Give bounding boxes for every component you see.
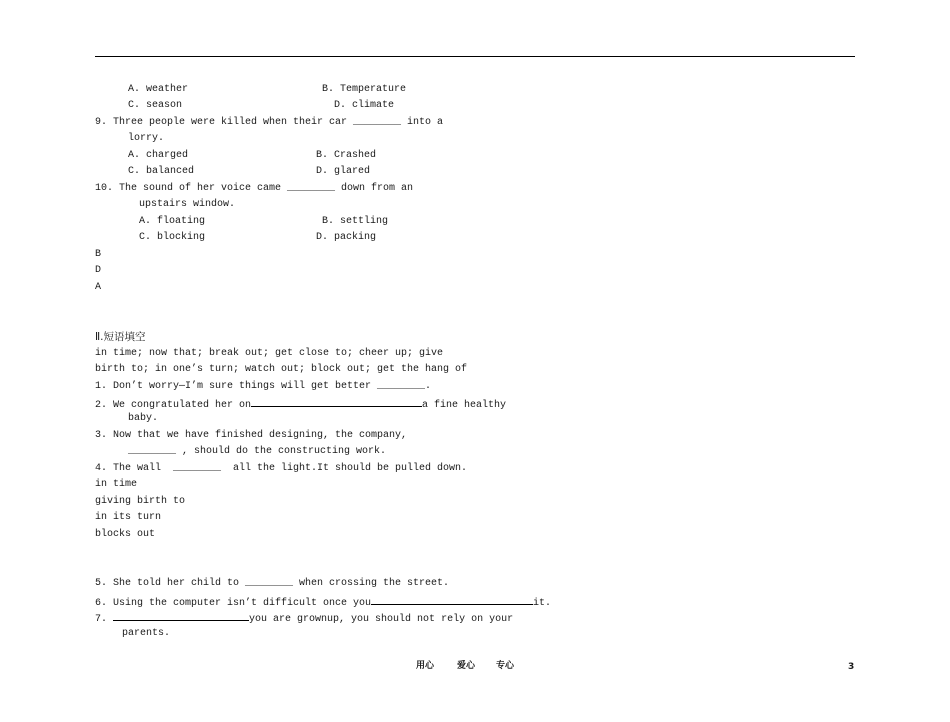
q8-option-d: D. climate [334, 100, 395, 111]
q10-option-c: C. blocking [139, 232, 206, 243]
q9-option-a: A. charged [128, 150, 189, 161]
sentence-2 [95, 397, 506, 412]
q8-option-b: B. Temperature [322, 84, 407, 95]
q10-stem: 10. The sound of her voice came ________ down from an [95, 183, 414, 194]
footer-motto-1: 用心 [416, 661, 435, 671]
answer-blank [251, 397, 422, 407]
sentence-3: 3. Now that we have finished designing, the company, [95, 430, 408, 441]
q10-option-d: D. packing [316, 232, 377, 243]
sentence-7-cont: parents. [122, 628, 171, 639]
phrase-bank-line-2: birth to; in one’s turn; watch out; block out; get the hang of [95, 364, 468, 375]
answer-blank [113, 611, 249, 621]
answer-blank [371, 595, 533, 605]
q9-option-c: C. balanced [128, 166, 195, 177]
sentence-2-start: 2. We congratulated her on [95, 400, 252, 411]
sentence-2-end: a fine healthy [422, 400, 507, 411]
sentence-3-cont: ________ , should do the constructing work. [128, 446, 387, 457]
sentence-7-start: 7. [95, 614, 108, 625]
sentence-5: 5. She told her child to ________ when crossing the street. [95, 578, 450, 589]
answer-key-phrase: blocks out [95, 529, 156, 540]
sentence-1: 1. Don’t worry—I’m sure things will get better ________. [95, 381, 432, 392]
q10-option-b: B. settling [322, 216, 389, 227]
answer-key-phrase: in time [95, 479, 138, 490]
answer-key-phrase: in its turn [95, 512, 162, 523]
q10-option-a: A. floating [139, 216, 206, 227]
answer-key-phrase: giving birth to [95, 496, 186, 507]
sentence-7 [95, 611, 513, 626]
q10-stem-cont: upstairs window. [139, 199, 236, 210]
page-number: 3 [848, 662, 855, 672]
answer-key-line: A [95, 282, 102, 293]
answer-key-line: B [95, 249, 102, 260]
sentence-6 [95, 595, 551, 610]
q9-stem: 9. Three people were killed when their car ________ into a [95, 117, 444, 128]
q9-option-b: B. Crashed [316, 150, 377, 161]
sentence-2-cont: baby. [128, 413, 159, 424]
sentence-6-start: 6. Using the computer isn’t difficult once you [95, 598, 372, 609]
q8-option-c: C. season [128, 100, 183, 111]
q9-option-d: D. glared [316, 166, 371, 177]
q9-stem-cont: lorry. [128, 133, 165, 144]
sentence-6-end: it. [533, 598, 552, 609]
phrase-bank-line-1: in time; now that; break out; get close to; cheer up; give [95, 348, 444, 359]
sentence-4: 4. The wall ________ all the light.It should be pulled down. [95, 463, 468, 474]
answer-key-line: D [95, 265, 102, 276]
section-heading: Ⅱ.短语填空 [95, 331, 146, 343]
footer-motto-3: 专心 [496, 661, 515, 671]
header-rule [95, 56, 855, 57]
sentence-7-end: you are grownup, you should not rely on your [249, 614, 514, 625]
q8-option-a: A. weather [128, 84, 189, 95]
footer-motto-2: 爱心 [457, 661, 476, 671]
